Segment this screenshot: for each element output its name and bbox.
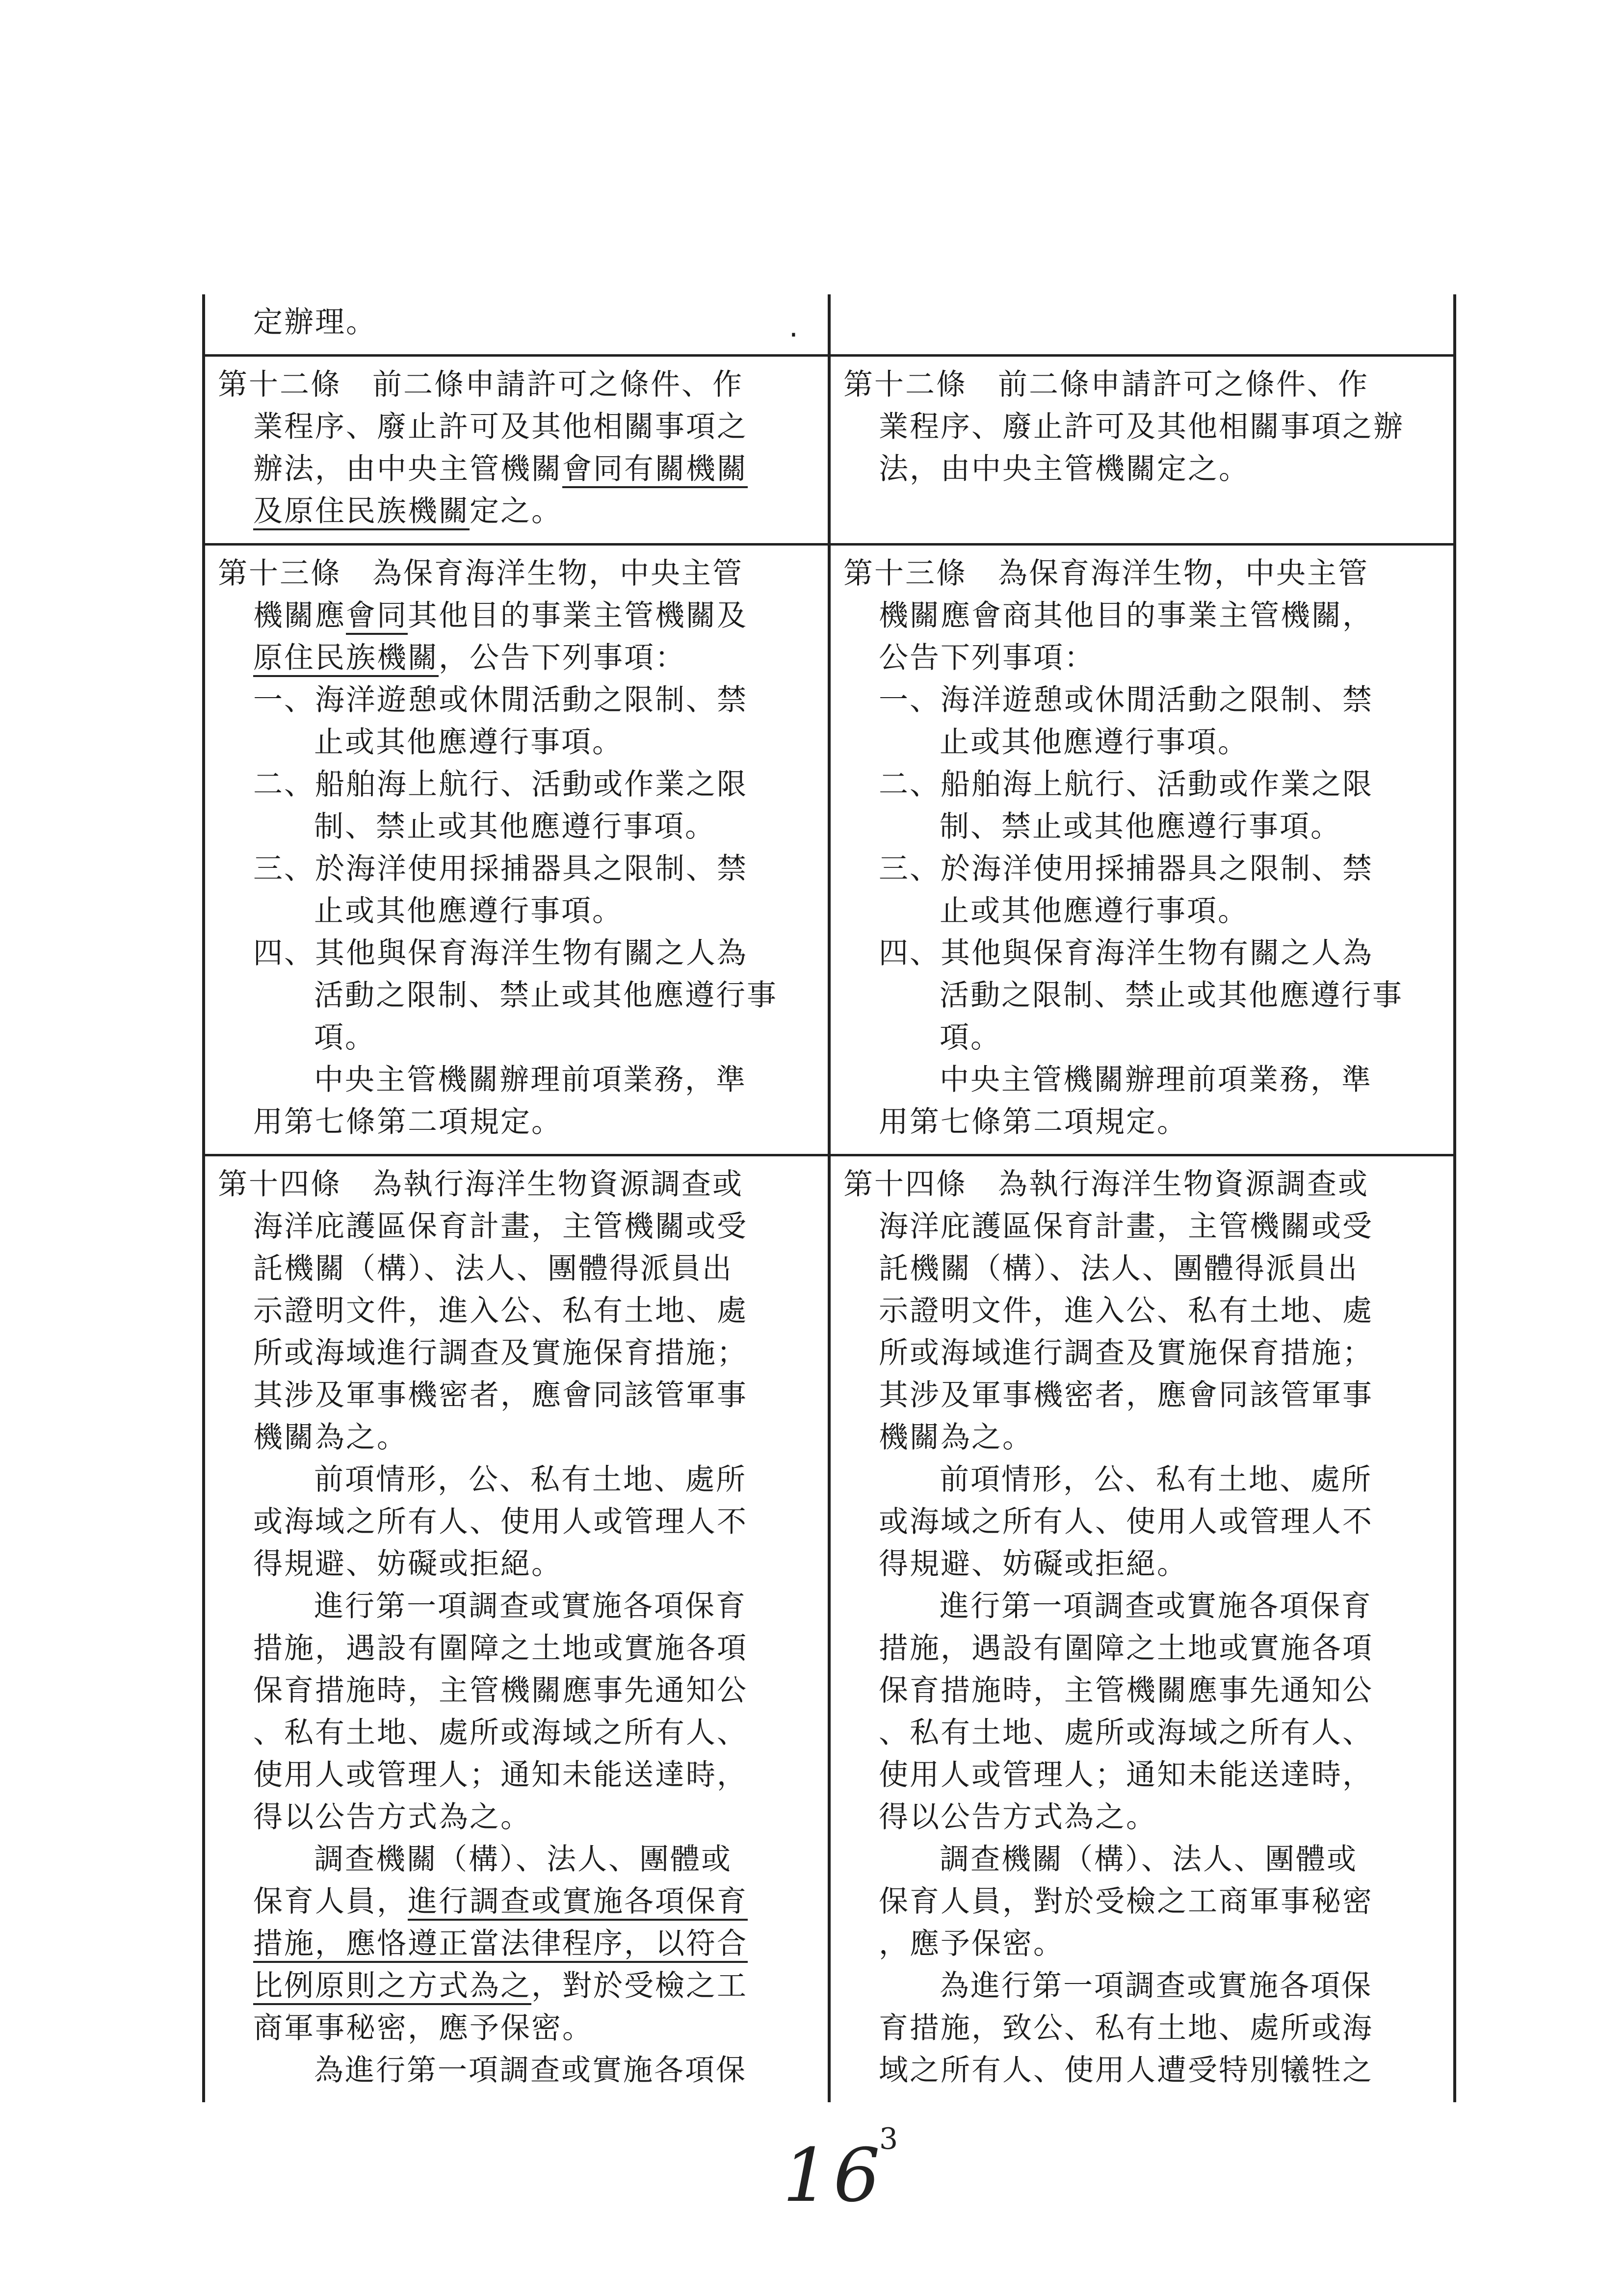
text-line [218,1670,815,1712]
text-span: 海洋庇護區保育計畫，主管機關或受 [253,1209,748,1244]
text-line [218,763,815,806]
text-span: 為進行第一項調查或實施各項保 [314,2053,747,2087]
text-line [843,1374,1441,1416]
text-line [218,1585,815,1627]
text-span: 所或海域進行調查及實施保育措施； [879,1336,1373,1370]
text-line [218,1374,815,1416]
text-line [843,806,1441,848]
cell-content [831,357,1453,501]
text-span: 第十四條 為執行海洋生物資源調查或 [843,1167,1369,1201]
text-span: 保育措施時，主管機關應事先通知公 [253,1673,748,1708]
text-line [218,806,815,848]
table-body [204,294,1455,2102]
text-line [843,763,1441,806]
text-line [218,637,815,679]
text-line [843,595,1441,637]
text-span: 中央主管機關辦理前項業務，準 [314,1063,747,1097]
table-row [204,1155,1455,2103]
text-line [218,932,815,974]
text-span: 用第七條第二項規定。 [879,1105,1188,1139]
text-span: 第十三條 為保育海洋生物，中央主管 [843,556,1369,591]
text-span: 得規避、妨礙或拒絕。 [879,1547,1188,1581]
text-line [843,1248,1441,1290]
text-line [218,1416,815,1459]
amended-text-cell [204,545,829,1155]
text-span: 其涉及軍事機密者，應會同該管軍事 [253,1378,748,1412]
text-span: 託機關（構）、法人、團體得派員出 [253,1252,733,1286]
text-span: 項。 [940,1020,1001,1055]
underlined-amendment: 比例原則之方式為之 [253,1969,531,2005]
text-line [843,1585,1441,1627]
text-line [218,1543,815,1585]
text-span: 託機關（構）、法人、團體得派員出 [879,1252,1359,1286]
text-span: 所或海域進行調查及實施保育措施； [253,1336,748,1370]
text-span: 保育人員，對於受檢之工商軍事秘密 [879,1884,1373,1919]
text-span: 、私有土地、處所或海域之所有人、 [253,1716,748,1750]
text-span: 其他目的事業主管機關及 [408,599,748,633]
text-span: 制、禁止或其他應遵行事項。 [940,809,1341,844]
text-span: 第十二條 前二條申請許可之條件、作 [843,367,1369,402]
text-line [843,1459,1441,1501]
table-row [204,545,1455,1155]
text-line [843,1965,1441,2007]
comparison-table [202,294,1456,2102]
text-span: 機關為之。 [253,1420,408,1455]
text-line [218,1880,815,1923]
text-line [218,1059,815,1101]
text-line [843,1754,1441,1796]
text-span: 定辦理。 [253,305,377,339]
text-span: 辦法，由中央主管機關 [253,452,562,486]
text-span: 第十四條 為執行海洋生物資源調查或 [218,1167,743,1201]
text-span: 定之。 [470,494,562,528]
text-span: 止或其他應遵行事項。 [940,725,1249,759]
text-span: 止或其他應遵行事項。 [940,894,1249,928]
text-span: 措施，遇設有圍障之土地或實施各項 [253,1631,748,1666]
text-span: 三、於海洋使用採捕器具之限制、禁 [879,852,1373,886]
text-span: 業程序、廢止許可及其他相關事項之 [253,410,748,444]
text-line [843,1017,1441,1059]
table-row [204,294,1455,356]
text-line [218,1101,815,1143]
text-line [843,1290,1441,1332]
text-span: 域之所有人、使用人遭受特別犧牲之 [879,2053,1373,2087]
text-line [843,974,1441,1017]
text-span: 使用人或管理人；通知未能送達時， [253,1758,748,1792]
text-span: 前項情形，公、私有土地、處所 [314,1462,747,1497]
text-span: 一、海洋遊憩或休閒活動之限制、禁 [879,683,1373,717]
text-span: 制、禁止或其他應遵行事項。 [314,809,716,844]
text-line [218,1332,815,1374]
text-span: 示證明文件，進入公、私有土地、處 [879,1294,1373,1328]
text-span: 、私有土地、處所或海域之所有人、 [879,1716,1373,1750]
text-line [843,1880,1441,1923]
text-span: 用第七條第二項規定。 [253,1105,562,1139]
text-span: 活動之限制、禁止或其他應遵行事 [940,978,1403,1013]
cell-content [205,294,828,354]
text-line [218,1290,815,1332]
text-line [843,406,1441,448]
text-line [218,1754,815,1796]
text-span: 調查機關（構）、法人、團體或 [940,1842,1358,1877]
table-row [204,356,1455,545]
text-span: 業程序、廢止許可及其他相關事項之辦 [879,410,1404,444]
text-span: 或海域之所有人、使用人或管理人不 [253,1505,748,1539]
text-span: 三、於海洋使用採捕器具之限制、禁 [253,852,748,886]
text-span: 項。 [314,1020,376,1055]
text-span: 示證明文件，進入公、私有土地、處 [253,1294,748,1328]
text-span: 機關應會商其他目的事業主管機關， [879,599,1373,633]
text-line [843,1670,1441,1712]
original-text-cell [829,356,1455,545]
text-line [218,1017,815,1059]
text-span: ，應予保密。 [879,1927,1064,1961]
text-span: 二、船舶海上航行、活動或作業之限 [879,767,1373,802]
text-line [218,1163,815,1205]
text-line [843,1059,1441,1101]
text-line [218,890,815,932]
underlined-amendment: 會同 [346,599,408,635]
text-span: 中央主管機關辦理前項業務，準 [940,1063,1372,1097]
amended-text-cell [204,1155,829,2103]
cell-content [205,546,828,1154]
text-span: 第十二條 前二條申請許可之條件、作 [218,367,743,402]
text-span: 機關為之。 [879,1420,1033,1455]
original-text-cell [829,294,1455,356]
text-span: 得以公告方式為之。 [879,1800,1157,1834]
text-line [218,364,815,406]
text-line [218,721,815,763]
text-span: 或海域之所有人、使用人或管理人不 [879,1505,1373,1539]
text-line [843,1923,1441,1965]
cell-content [205,1156,828,2102]
text-line [843,1796,1441,1838]
text-span: 活動之限制、禁止或其他應遵行事 [314,978,778,1013]
text-line [843,552,1441,595]
underlined-amendment: 原住民族機關 [253,641,439,677]
text-span: 措施，遇設有圍障之土地或實施各項 [879,1631,1373,1666]
text-line [843,1838,1441,1880]
text-span: 海洋庇護區保育計畫，主管機關或受 [879,1209,1373,1244]
text-line [218,595,815,637]
text-span: 進行第一項調查或實施各項保育 [314,1589,747,1623]
text-span: 商軍事秘密，應予保密。 [253,2011,593,2045]
text-span: 得規避、妨礙或拒絕。 [253,1547,562,1581]
text-line [843,637,1441,679]
text-span: 一、海洋遊憩或休閒活動之限制、禁 [253,683,748,717]
text-span: 其涉及軍事機密者，應會同該管軍事 [879,1378,1373,1412]
text-line [218,1205,815,1248]
text-line [843,1205,1441,1248]
stray-dot-mark: . [788,310,798,344]
original-text-cell [829,545,1455,1155]
text-span: 保育措施時，主管機關應事先通知公 [879,1673,1373,1708]
underlined-amendment: 進行調查或實施各項保育 [408,1884,748,1921]
amended-text-cell [204,294,829,356]
text-span: 四、其他與保育海洋生物有關之人為 [253,936,748,970]
text-span: ，公告下列事項： [439,641,686,675]
text-line [218,1965,815,2007]
text-span: 第十三條 為保育海洋生物，中央主管 [218,556,743,591]
text-line [218,1838,815,1880]
text-line [218,1796,815,1838]
text-span: 公告下列事項： [879,641,1095,675]
text-line [843,1416,1441,1459]
text-line [218,406,815,448]
text-span: 得以公告方式為之。 [253,1800,531,1834]
underlined-amendment: 會同有關機關 [562,452,748,488]
page-superscript: 3 [879,2122,898,2156]
text-line [218,301,815,343]
text-line [218,1501,815,1543]
text-line [843,848,1441,890]
cell-content [831,1156,1453,2102]
text-line [843,364,1441,406]
text-span: 育措施，致公、私有土地、處所或海 [879,2011,1373,2045]
text-line [843,2007,1441,2049]
text-span: 前項情形，公、私有土地、處所 [940,1462,1372,1497]
text-span: 進行第一項調查或實施各項保育 [940,1589,1372,1623]
text-line [843,448,1441,490]
text-line [218,490,815,532]
underlined-amendment: 措施，應恪遵正當法律程序，以符合 [253,1927,748,1963]
text-line [218,1248,815,1290]
text-line [218,2049,815,2091]
text-span: 止或其他應遵行事項。 [314,725,623,759]
cell-content [831,294,1453,354]
text-line [843,2049,1441,2091]
handwritten-page-number: 16 [783,2133,884,2218]
cell-content [831,546,1453,1154]
text-span: 調查機關（構）、法人、團體或 [314,1842,732,1877]
text-line [843,1501,1441,1543]
text-line [843,932,1441,974]
text-line [843,721,1441,763]
text-line [843,1101,1441,1143]
text-line [218,448,815,490]
text-line [218,679,815,721]
text-span: 為進行第一項調查或實施各項保 [940,1969,1372,2003]
text-line [843,1627,1441,1670]
text-line [218,1923,815,1965]
amended-text-cell [204,356,829,545]
text-span: ，對於受檢之工 [531,1969,748,2003]
text-line [218,1459,815,1501]
text-span: 法，由中央主管機關定之。 [879,452,1250,486]
text-line [843,1543,1441,1585]
text-line [218,552,815,595]
text-line [843,890,1441,932]
text-span: 使用人或管理人；通知未能送達時， [879,1758,1373,1792]
text-line [218,848,815,890]
text-line [218,2007,815,2049]
text-line [843,1712,1441,1754]
text-span: 保育人員， [253,1884,408,1919]
text-line [218,1712,815,1754]
text-line [843,679,1441,721]
underlined-amendment: 及原住民族機關 [253,494,470,530]
text-line [843,1163,1441,1205]
text-line [218,1627,815,1670]
original-text-cell [829,1155,1455,2103]
text-span: 止或其他應遵行事項。 [314,894,623,928]
text-line [843,1332,1441,1374]
text-span: 機關應 [253,599,346,633]
text-line [218,974,815,1017]
text-span: 二、船舶海上航行、活動或作業之限 [253,767,748,802]
text-span: 四、其他與保育海洋生物有關之人為 [879,936,1373,970]
cell-content [205,357,828,543]
